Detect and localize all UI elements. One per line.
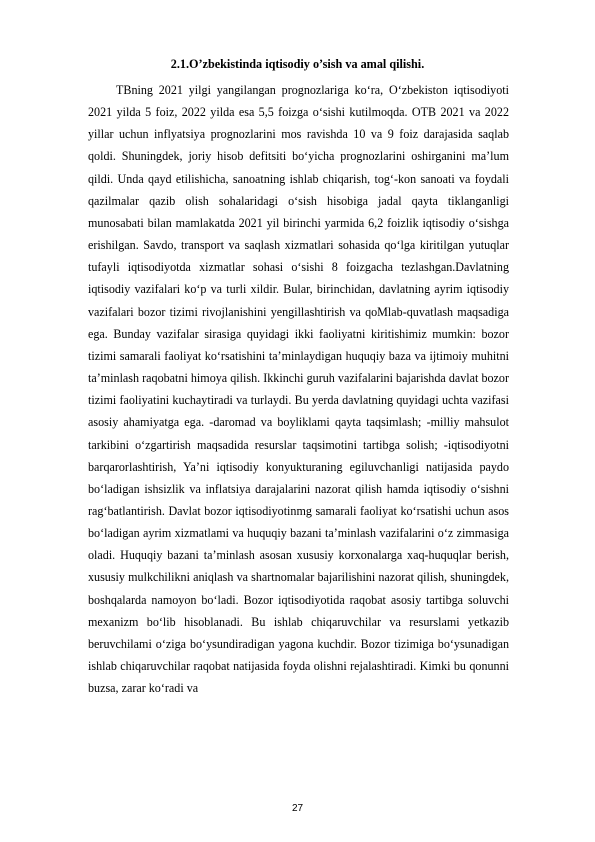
section-heading: 2.1.O’zbekistinda iqtisodiy o’sish va amal qilishi. bbox=[170, 57, 425, 71]
page-number: 27 bbox=[291, 803, 304, 814]
body-paragraph: TBning 2021 yilgi yangilangan prognozlariga ko‘ra, O‘zbekiston iqtisodiyoti 2021 yilda 5 foiz, 2022 yilda esa 5,5 foizga o‘sishi kutilmoqda. OTB 2021 va 2022 yillar uchun inflyatsiya prognozlarini mos ravishda 10 va 9 foiz darajasida saqlab qoldi. Shuningdek, joriy hisob defitsiti bo‘yicha prognozlarini oshirganini ma’lum qildi. Unda qayd etilishicha, sanoatning ishlab chiqarish, tog‘-kon sanoati va foydali qazilmalar qazib olish sohalaridagi o‘sish hisobiga jadal qayta tiklanganligi munosabati bilan mamlakatda 2021 yil birinchi yarmida 6,2 foizlik iqtisodiy o‘sishga erishilgan. Savdo, transport va saqlash xizmatlari sohasida qo‘lga kiritilgan yutuqlar tufayli iqtisodiyotda xizmatlar sohasi o‘sishi 8 foizgacha tezlashgan.Davlatning iqtisodiy vazifalari ko‘p va turli xildir. Bular, birinchidan, davlatning ayrim iqtisodiy vazifalari bozor tizimi rivojlanishini yengillashtirish va qoMlab-quvatlash maqsadiga ega. Bunday vazifalar sirasiga quyidagi ikki faoliyatni kiritishimiz mumkin: bozor tizimi samarali faoliyat ko‘rsatishini ta’minlaydigan huquqiy baza va ijtimoiy muhitni ta’minlash raqobatni himoya qilish. Ikkinchi guruh vazifalarini bajarishda davlat bozor tizimi faoliyatini kuchaytiradi va turlaydi. Bu yerda davlatning quyidagi uchta vazifasi asosiy ahamiyatga ega. -daromad va boyliklami qayta taqsimlash; -milliy mahsulot tarkibini o‘zgartirish maqsadida resurslar taqsimotini tartibga solish; -iqtisodiyotni barqarorlashtirish, Ya’ni iqtisodiy konyukturaning egiluvchanligi natijasida paydo bo‘ladigan ishsizlik va inflatsiya darajalarini nazorat qilish hamda iqtisodiy o‘sishni rag‘batlantirish. Davlat bozor iqtisodiyotinmg samarali faoliyat ko‘rsatishi uchun asos bo‘ladigan ayrim xizmatlami va huquqiy bazani ta’minlash vazifalarini o‘z zimmasiga oladi. Huquqiy bazani ta’minlash asosan xususiy korxonalarga xaq-huquqlar berish, xususiy mulkchilikni aniqlash va shartnomalar bajarilishini nazorat qilish, shuningdek, boshqalarda namoyon bo‘ladi. Bozor iqtisodiyotida raqobat asosiy tartibga soluvchi mexanizm bo‘lib hisoblanadi. Bu ishlab chiqaruvchilar va resurslami yetkazib beruvchilami o‘ziga bo‘ysundiradigan yagona kuchdir. Bozor tizimiga bo‘ysunadigan ishlab chiqaruvchilar raqobat natijasida foyda olishni rejalashtiradi. Kimki bu qonunni buzsa, zarar ko‘radi va bbox=[88, 83, 509, 696]
